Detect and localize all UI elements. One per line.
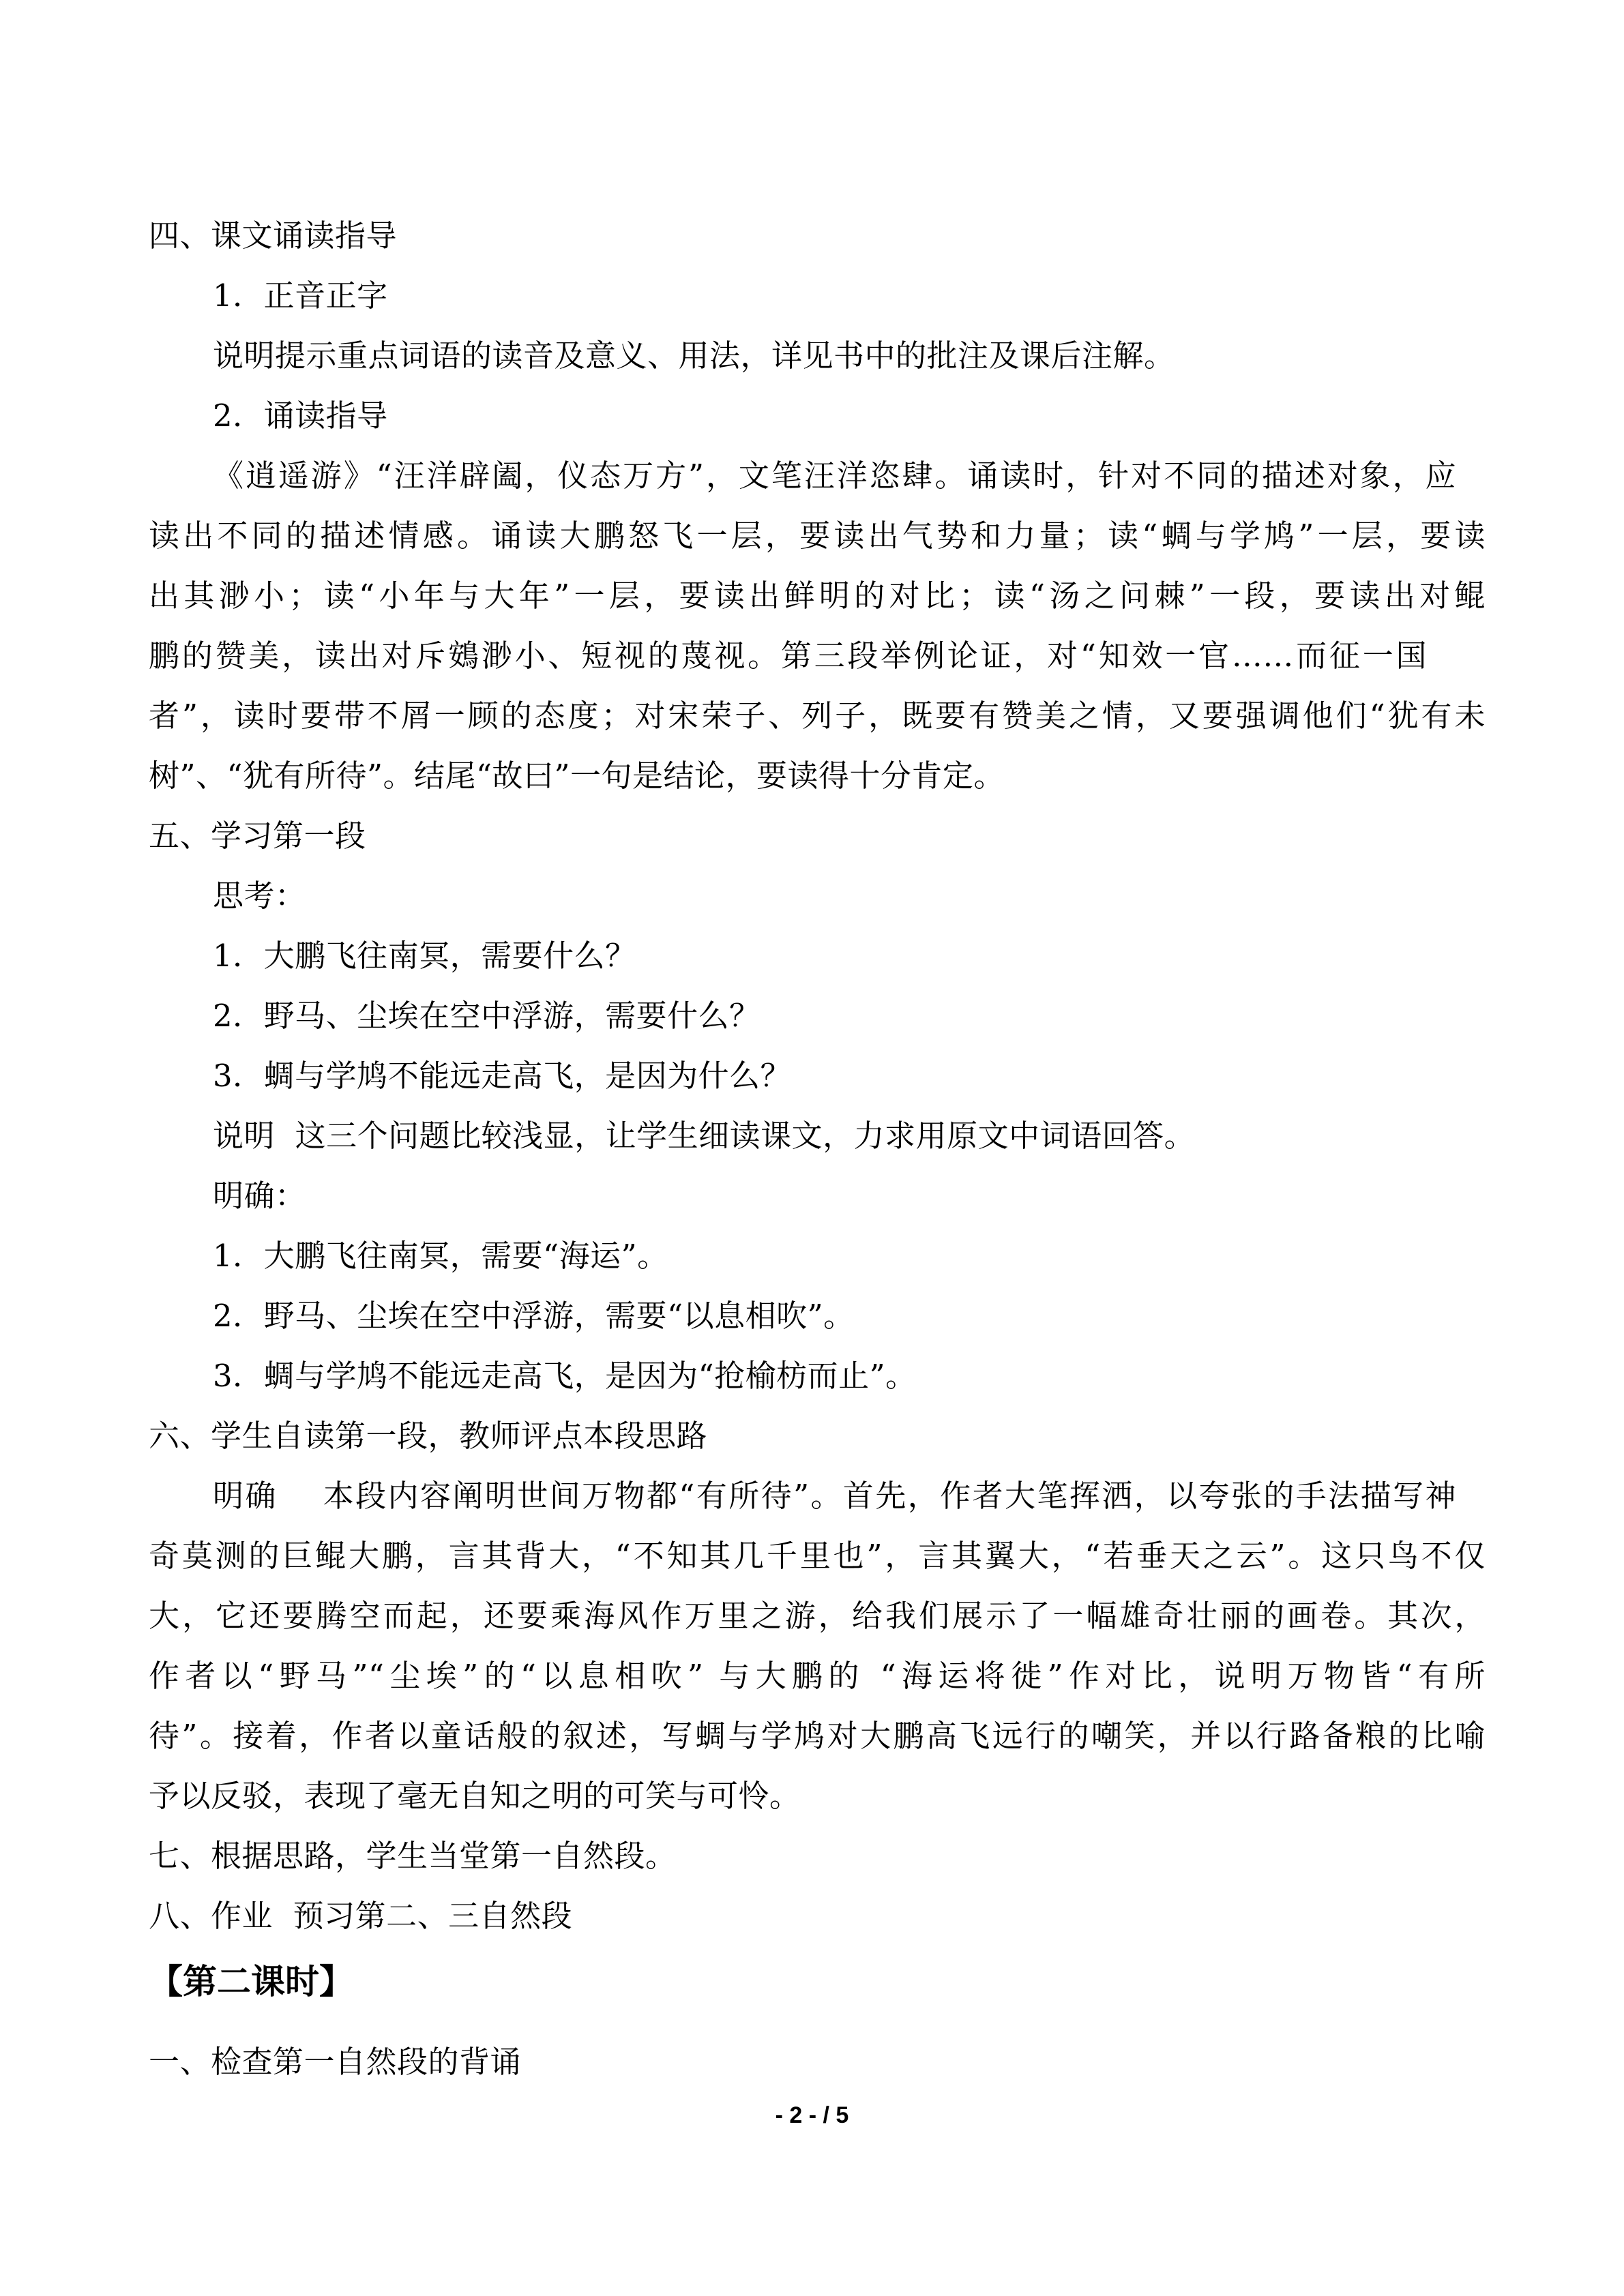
section-8-title: 八、作业 预习第二、三自然段: [149, 1898, 573, 1934]
section-6-paragraph-line: 作者以“野马”“尘埃”的“以息相吹” 与大鹏的 “海运将徙”作对比，说明万物皆“有所: [149, 1658, 1486, 1694]
section-4-paragraph-line: 鹏的赞美，读出对斥鴳渺小、短视的蔑视。第三段举例论证，对“知效一官……而征一国: [149, 638, 1427, 674]
section-4-paragraph-line: 出其渺小；读“小年与大年”一层，要读出鲜明的对比；读“汤之问棘”一段，要读出对鲲: [149, 578, 1486, 614]
section-5-question-2: 2．野马、尘埃在空中浮游，需要什么？: [213, 998, 761, 1034]
section-4-paragraph-line: 读出不同的描述情感。诵读大鹏怒飞一层，要读出气势和力量；读“蜩与学鸠”一层，要读: [149, 518, 1486, 554]
section-6-paragraph-line: 奇莫测的巨鲲大鹏，言其背大，“不知其几千里也”，言其翼大，“若垂天之云”。这只鸟不仅: [149, 1538, 1486, 1574]
section-6-title: 六、学生自读第一段，教师评点本段思路: [149, 1418, 708, 1454]
section-6-paragraph-line: 待”。接着，作者以童话般的叙述，写蜩与学鸠对大鹏高飞远行的嘲笑，并以行路备粮的比喻: [149, 1718, 1486, 1754]
lesson-2-heading: 【第二课时】: [149, 1962, 353, 2001]
section-4-item-1: 1．正音正字: [213, 278, 388, 314]
page-number: - 2 - / 5: [775, 2102, 849, 2128]
section-4-paragraph-line: 树”、“犹有所待”。结尾“故曰”一句是结论，要读得十分肯定。: [149, 758, 1005, 794]
section-7-title: 七、根据思路，学生当堂第一自然段。: [149, 1838, 677, 1874]
section-5-answer-2: 2．野马、尘埃在空中浮游，需要“以息相吹”。: [213, 1298, 855, 1334]
section-4-item-1-desc: 说明提示重点词语的读音及意义、用法，详见书中的批注及课后注解。: [213, 338, 1175, 374]
section-4-paragraph-line: 《逍遥游》“汪洋辟阖，仪态万方”，文笔汪洋恣肆。诵读时，针对不同的描述对象，应: [213, 458, 1456, 494]
section-6-paragraph-line: 予以反驳，表现了毫无自知之明的可笑与可怜。: [149, 1778, 801, 1814]
section-6-paragraph-line: 明确 本段内容阐明世间万物都“有所待”。首先，作者大笔挥洒，以夸张的手法描写神: [213, 1478, 1456, 1514]
section-5-question-1: 1．大鹏飞往南冥，需要什么？: [213, 938, 636, 974]
section-4-item-2: 2．诵读指导: [213, 398, 388, 434]
section-5-answer-1: 1．大鹏飞往南冥，需要“海运”。: [213, 1238, 668, 1274]
section-5-answer-3: 3．蜩与学鸠不能远走高飞，是因为“抢榆枋而止”。: [213, 1358, 917, 1394]
section-5-note: 说明 这三个问题比较浅显，让学生细读课文，力求用原文中词语回答。: [213, 1118, 1196, 1154]
section-4-paragraph-line: 者”，读时要带不屑一顾的态度；对宋荣子、列子，既要有赞美之情，又要强调他们“犹有未: [149, 698, 1486, 734]
section-5-clear: 明确：: [213, 1178, 306, 1214]
section-6-paragraph-line: 大，它还要腾空而起，还要乘海风作万里之游，给我们展示了一幅雄奇壮丽的画卷。其次，: [149, 1598, 1486, 1634]
section-5-question-3: 3．蜩与学鸠不能远走高飞，是因为什么？: [213, 1058, 792, 1094]
section-4-title: 四、课文诵读指导: [149, 218, 398, 254]
lesson-2-section-1-title: 一、检查第一自然段的背诵: [149, 2044, 522, 2080]
section-5-title: 五、学习第一段: [149, 818, 366, 854]
section-5-think: 思考：: [213, 878, 306, 914]
